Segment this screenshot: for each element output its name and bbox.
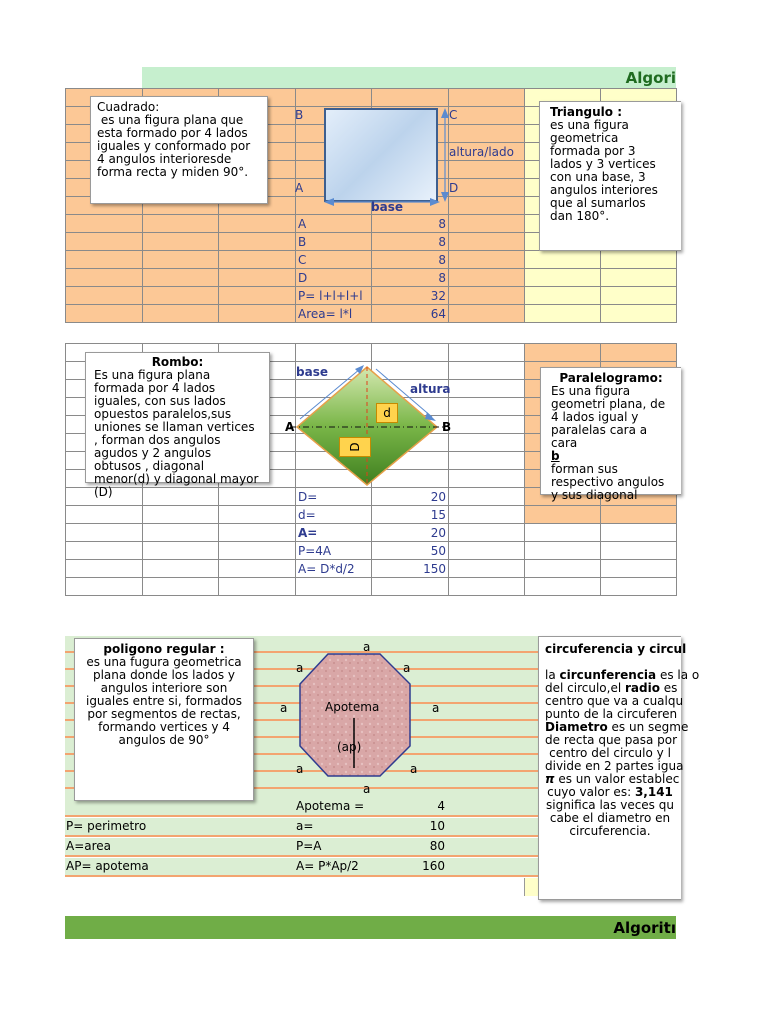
side-label: altura/lado: [449, 145, 514, 159]
base-label: base: [371, 200, 403, 214]
cuadrado-row: B 8: [66, 233, 677, 251]
side-label-a: a: [403, 661, 411, 675]
circ-line: la circunferencia es la o: [545, 668, 700, 682]
ap-label: (ap): [337, 740, 362, 754]
side-label-a: a: [296, 661, 304, 675]
poligono-row: Apotema = 4: [65, 798, 676, 817]
rombo-row: D= 20: [66, 488, 677, 506]
rombo-row: d= 15: [66, 506, 677, 524]
triangulo-title: Triangulo :: [550, 105, 623, 119]
poligono-title: poligono regular :: [103, 642, 225, 656]
corner-a-label: A: [295, 181, 304, 195]
cuadrado-text: es una figura plana que esta formado por 4 lados iguales y conformado por 4 angulos interioresde forma recta y miden 90°.: [97, 113, 254, 179]
cuadrado-row: Area= l*l 64: [66, 305, 677, 323]
cuadrado-title: Cuadrado:: [97, 100, 160, 114]
circ-line: divide en 2 partes igua: [545, 759, 684, 773]
rombo-altura-label: altura: [410, 382, 451, 396]
circ-line: centro del circulo y l: [549, 746, 671, 760]
corner-b-label: B: [295, 108, 304, 122]
side-label-a: a: [363, 640, 371, 654]
triangulo-textbox: [539, 101, 681, 251]
circ-line: punto de la circuferen: [545, 707, 678, 721]
circ-line: centro que va a cualqu: [545, 694, 684, 708]
side-label-a: a: [280, 701, 288, 715]
rombo-textbox: [85, 352, 270, 499]
poligono-textbox: [74, 638, 254, 801]
rombo-corner-a: A: [285, 420, 295, 434]
octagon-shape: [296, 650, 416, 780]
paralelogramo-mark: b: [551, 449, 560, 463]
side-label-a: a: [296, 762, 304, 776]
circ-line: cuyo valor es: 3,141: [547, 785, 673, 799]
rombo-row: A= D*d/2 150: [66, 560, 677, 578]
side-label-a: a: [432, 701, 440, 715]
cuadrado-textbox: [90, 96, 268, 204]
cuadrado-row: D 8: [66, 269, 677, 287]
big-d-label: D: [339, 437, 371, 457]
circ-line: del circulo,el radio es: [545, 681, 678, 695]
circ-line: circuferencia.: [569, 824, 651, 838]
poligono-text: es una fugura geometrica plana donde los lados y angulos interiore son iguales entre si, formados por segmentos de rectas, formando vertices y 4 angulos de 90°: [85, 655, 242, 747]
top-header-bar: [142, 67, 676, 88]
small-d-label: d: [376, 403, 398, 423]
cuadrado-row: A 8: [66, 215, 677, 233]
circunferencia-textbox: [538, 636, 700, 900]
corner-d-label: D: [449, 181, 459, 195]
poligono-row: A=area P=A 80: [65, 838, 676, 857]
rombo-corner-b: B: [442, 420, 452, 434]
side-label-a: a: [363, 782, 371, 796]
rombo-title: Rombo:: [151, 355, 204, 369]
circunferencia-title: circuferencia y circul: [545, 642, 687, 656]
rombo-row: P=4A 50: [66, 542, 677, 560]
cuadrado-row: C 8: [66, 251, 677, 269]
corner-c-label: C: [449, 108, 458, 122]
circ-line: de recta que pasa por: [545, 733, 678, 747]
circ-line: significa las veces qu: [546, 798, 674, 812]
rombo-text: Es una figura plana formada por 4 lados iguales, con sus lados opuestos paralelos,sus uniones se llaman vertices , forman dos angulos agudos y 2 angulos obtusos , diagonal menor(d) y diagonal mayor (D): [94, 368, 259, 499]
circ-line: Diametro es un segme: [545, 720, 689, 734]
rombo-base-label: base: [296, 365, 328, 379]
poligono-row: AP= apotema A= P*Ap/2 160: [65, 858, 676, 877]
apotema-label: Apotema: [325, 700, 380, 714]
side-label-a: a: [410, 762, 418, 776]
circ-line: π es un valor establec: [545, 772, 680, 786]
bottom-header-title: Algoritı: [613, 919, 676, 937]
rombo-row: A= 20: [66, 524, 677, 542]
poligono-row: P= perimetro a= 10: [65, 818, 676, 837]
paralelogramo-text2: forman sus respectivo angulos y sus diagonal: [551, 462, 665, 502]
paralelogramo-title: Paralelogramo:: [559, 371, 663, 385]
paralelogramo-text1: Es una figura geometri plana, de 4 lados igual y paralelas cara a cara: [551, 384, 666, 450]
triangulo-text: es una figura geometrica formada por 3 lados y 3 vertices con una base, 3 angulos interiores que al sumarlos dan 180°.: [550, 118, 658, 223]
cuadrado-row: P= l+l+l+l 32: [66, 287, 677, 305]
paralelogramo-textbox: [540, 367, 681, 502]
bottom-header-bar: [65, 916, 676, 939]
top-header-title: Algori: [625, 69, 676, 87]
circ-line: cabe el diametro en: [549, 811, 671, 825]
square-arrows: [300, 100, 470, 210]
